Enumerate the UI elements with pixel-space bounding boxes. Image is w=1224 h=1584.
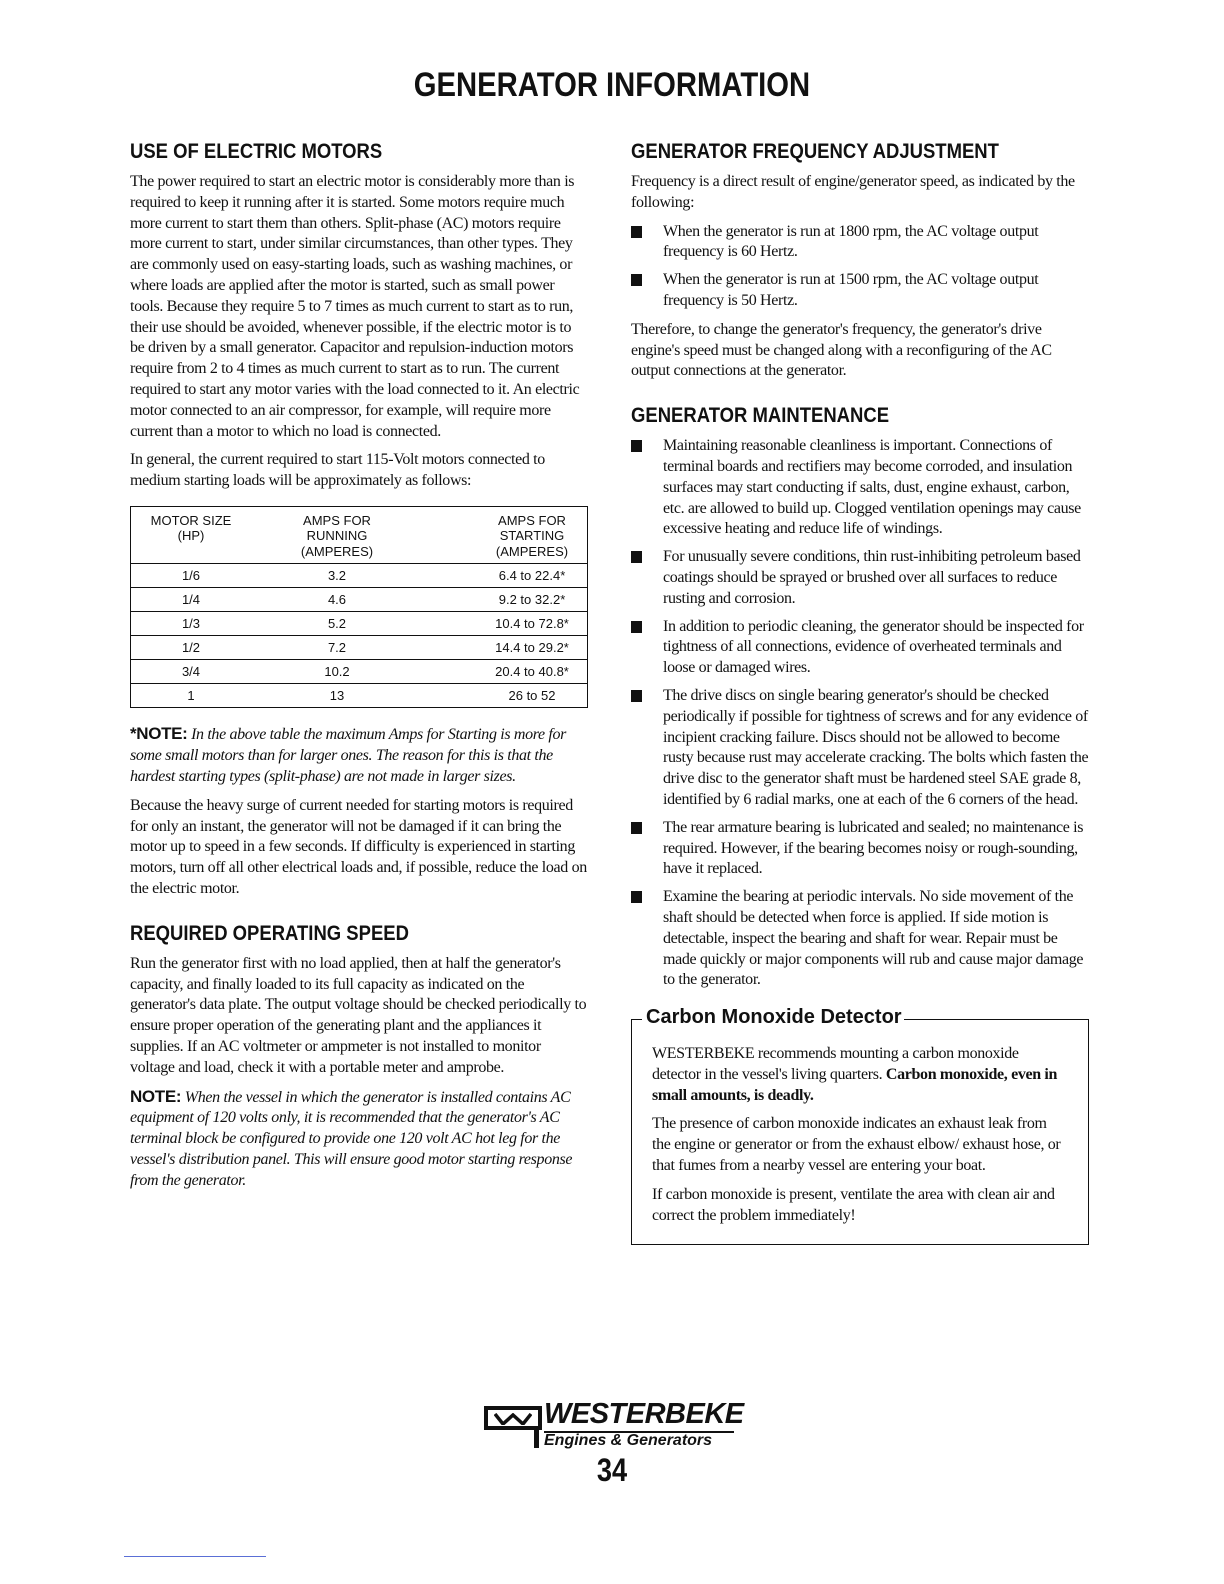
table-header-row bbox=[131, 506, 588, 564]
cell-motor-size: 1/4 bbox=[131, 588, 252, 612]
right-column bbox=[631, 140, 1089, 1245]
table-row bbox=[131, 636, 588, 660]
list-item: For unusually severe conditions, thin rust-inhibiting petroleum based coatings should be sprayed or brushed over all surfaces to reduce rusting and corrosion. bbox=[631, 547, 1089, 609]
table-row bbox=[131, 588, 588, 612]
carbon-monoxide-paragraph-2: The presence of carbon monoxide indicates an exhaust leak from the engine or generator or from the exhaust elbow/ exhaust hose, or that fumes from a nearby vessel are entering your boat. bbox=[652, 1115, 1061, 1175]
list-item: When the generator is run at 1500 rpm, the AC voltage output frequency is 50 Hertz. bbox=[631, 270, 1089, 312]
square-bullet-icon bbox=[631, 690, 642, 702]
frequency-outro: Therefore, to change the generator's frequency, the generator's drive engine's speed must be changed along with a reconfiguring of the AC output connections at the generator. bbox=[631, 320, 1052, 380]
operating-speed-note bbox=[130, 1087, 588, 1192]
list-item: Examine the bearing at periodic intervals. No side movement of the shaft should be detected when force is applied. If side motion is detectable, inspect the bearing and shaft for wear. Repair must be made quickly or major components will rub and cause major damage to the generator. bbox=[631, 887, 1089, 991]
square-bullet-icon bbox=[631, 891, 642, 903]
cell-amps-starting: 14.4 to 29.2* bbox=[423, 636, 588, 660]
page-number: 34 bbox=[596, 1452, 628, 1488]
cell-amps-running: 4.6 bbox=[251, 588, 423, 612]
maintenance-heading: GENERATOR MAINTENANCE bbox=[631, 404, 890, 428]
table-row bbox=[131, 564, 588, 588]
frequency-list bbox=[631, 222, 1089, 312]
frequency-heading: GENERATOR FREQUENCY ADJUSTMENT bbox=[631, 140, 999, 163]
list-item: In addition to periodic cleaning, the generator should be inspected for tightness of all connections, evidence of overheated terminals and loose or damaged wires. bbox=[631, 617, 1089, 679]
electric-motors-paragraph-3: Because the heavy surge of current needed for starting motors is required for only an instant, the generator will not be damaged if it can bring the motor up to speed in a few seconds. If difficulty is experienced in starting motors, turn off all other electrical loads and, if possible, reduce the load on the electric motor. bbox=[130, 796, 587, 898]
page-title: GENERATOR INFORMATION bbox=[413, 66, 811, 104]
operating-speed-paragraph: Run the generator first with no load applied, then at half the generator's capacity, and finally loaded to its full capacity as indicated on the generator's data plate. The output voltage should be checked periodically to ensure proper operation of the generating plant and the appliances it supplies. If an AC voltmeter or ampmeter is not installed to monitor voltage and load, check it with a portable meter and amprobe. bbox=[130, 954, 587, 1076]
square-bullet-icon bbox=[631, 274, 642, 286]
cell-amps-starting: 26 to 52 bbox=[423, 684, 588, 708]
left-column bbox=[130, 140, 588, 1200]
cell-motor-size: 1/3 bbox=[131, 612, 252, 636]
cell-amps-running: 3.2 bbox=[251, 564, 423, 588]
operating-speed-heading: REQUIRED OPERATING SPEED bbox=[130, 921, 409, 945]
square-bullet-icon bbox=[631, 621, 642, 633]
list-item: Maintaining reasonable cleanliness is important. Connections of terminal boards and rectifiers may become corroded, and insulation surfaces may start conducting if salts, dust, engine exhaust, carbon, etc. are allowed to build up. Clogged ventilation openings may cause excessive heating and reduce life of windings. bbox=[631, 436, 1089, 540]
square-bullet-icon bbox=[631, 822, 642, 834]
electric-motors-heading: USE OF ELECTRIC MOTORS bbox=[130, 140, 383, 163]
list-item: The rear armature bearing is lubricated and sealed; no maintenance is required. However, if the bearing becomes noisy or rough-sounding, have it replaced. bbox=[631, 818, 1089, 880]
westerbeke-logo bbox=[484, 1398, 754, 1454]
note-label: *NOTE: bbox=[130, 724, 188, 744]
cell-motor-size: 1/2 bbox=[131, 636, 252, 660]
cell-amps-starting: 20.4 to 40.8* bbox=[423, 660, 588, 684]
brand-tagline: Engines & Generators bbox=[544, 1432, 713, 1449]
carbon-monoxide-paragraph-3: If carbon monoxide is present, ventilate the area with clean air and correct the problem immediately! bbox=[652, 1185, 1055, 1224]
carbon-monoxide-paragraph-1: WESTERBEKE recommends mounting a carbon monoxide detector in the vessel's living quarters. Carbon monoxide, even in small amounts, is deadly. bbox=[652, 1045, 1058, 1104]
cell-amps-starting: 6.4 to 22.4* bbox=[423, 564, 588, 588]
square-bullet-icon bbox=[631, 551, 642, 563]
note-label: NOTE: bbox=[130, 1086, 182, 1106]
footer-rule bbox=[124, 1556, 266, 1557]
frequency-intro: Frequency is a direct result of engine/generator speed, as indicated by the following: bbox=[631, 173, 1075, 211]
list-item: The drive discs on single bearing generator's should be checked periodically if possible for tightness of screws and for any evidence of incipient cracking failure. Discs should not be allowed to become rusty because rust may accelerate cracking. The bolts which fasten the drive disc to the generator shaft must be hardened steel SAE grade 8, identified by 6 radial marks, one at each of the 6 corners of the head. bbox=[631, 686, 1089, 811]
header-amps-starting: AMPS FOR STARTING (AMPERES) bbox=[423, 506, 588, 564]
square-bullet-icon bbox=[631, 226, 642, 238]
cell-motor-size: 3/4 bbox=[131, 660, 252, 684]
table-row bbox=[131, 660, 588, 684]
note-text: When the vessel in which the generator is installed contains AC equipment of 120 volts only, it is recommended that the generator's AC terminal block be configured to provide one 120 volt AC hot leg for the vessel's distribution panel. This will ensure good motor starting response from the generator. bbox=[130, 1088, 573, 1189]
logo-stem bbox=[534, 1426, 539, 1448]
cell-motor-size: 1 bbox=[131, 684, 252, 708]
carbon-monoxide-box bbox=[631, 1006, 1089, 1245]
cell-amps-running: 10.2 bbox=[251, 660, 423, 684]
list-item: When the generator is run at 1800 rpm, the AC voltage output frequency is 60 Hertz. bbox=[631, 222, 1089, 264]
table-row bbox=[131, 684, 588, 708]
cell-amps-running: 7.2 bbox=[251, 636, 423, 660]
carbon-monoxide-warning: Carbon monoxide, even in small amounts, is deadly. bbox=[652, 1065, 1058, 1104]
header-motor-size: MOTOR SIZE (HP) bbox=[131, 506, 252, 564]
table-row bbox=[131, 612, 588, 636]
carbon-monoxide-title: Carbon Monoxide Detector bbox=[642, 1006, 904, 1029]
cell-amps-starting: 9.2 to 32.2* bbox=[423, 588, 588, 612]
square-bullet-icon bbox=[631, 440, 642, 452]
cell-amps-running: 13 bbox=[251, 684, 423, 708]
cell-motor-size: 1/6 bbox=[131, 564, 252, 588]
cell-amps-running: 5.2 bbox=[251, 612, 423, 636]
maintenance-list bbox=[631, 436, 1089, 991]
motor-amps-table bbox=[130, 506, 588, 709]
header-amps-running: AMPS FOR RUNNING (AMPERES) bbox=[251, 506, 423, 564]
cell-amps-starting: 10.4 to 72.8* bbox=[423, 612, 588, 636]
electric-motors-paragraph-2: In general, the current required to start 115-Volt motors connected to medium starting loads will be approximately as follows: bbox=[130, 451, 545, 490]
electric-motors-paragraph-1: The power required to start an electric motor is considerably more than is required to keep it running after it is started. Some motors require much more current to start them than others. Split-phase (AC) motors require more current to start, under similar circumstances, than other types. They are commonly used on easy-starting loads, such as washing machines, or where loads are applied after the motor is started, such as small power tools. Because they require 5 to 7 times as much current to start as to run, their use should be avoided, whenever possible, if the electric motor is to be driven by a small generator. Capacitor and repulsion-induction motors require from 2 to 4 times as much current to start as to run. The current required to start any motor varies with the load connected to it. An electric motor connected to an air compressor, for example, will require more current than a motor to which no load is connected. bbox=[130, 173, 580, 440]
brand-name: WESTERBEKE bbox=[544, 1398, 744, 1430]
amps-table-note bbox=[130, 724, 588, 787]
note-text: In the above table the maximum Amps for Starting is more for some small motors than for larger ones. The reason for this is that the hardest starting types (split-phase) are not made in larger sizes. bbox=[130, 726, 567, 786]
